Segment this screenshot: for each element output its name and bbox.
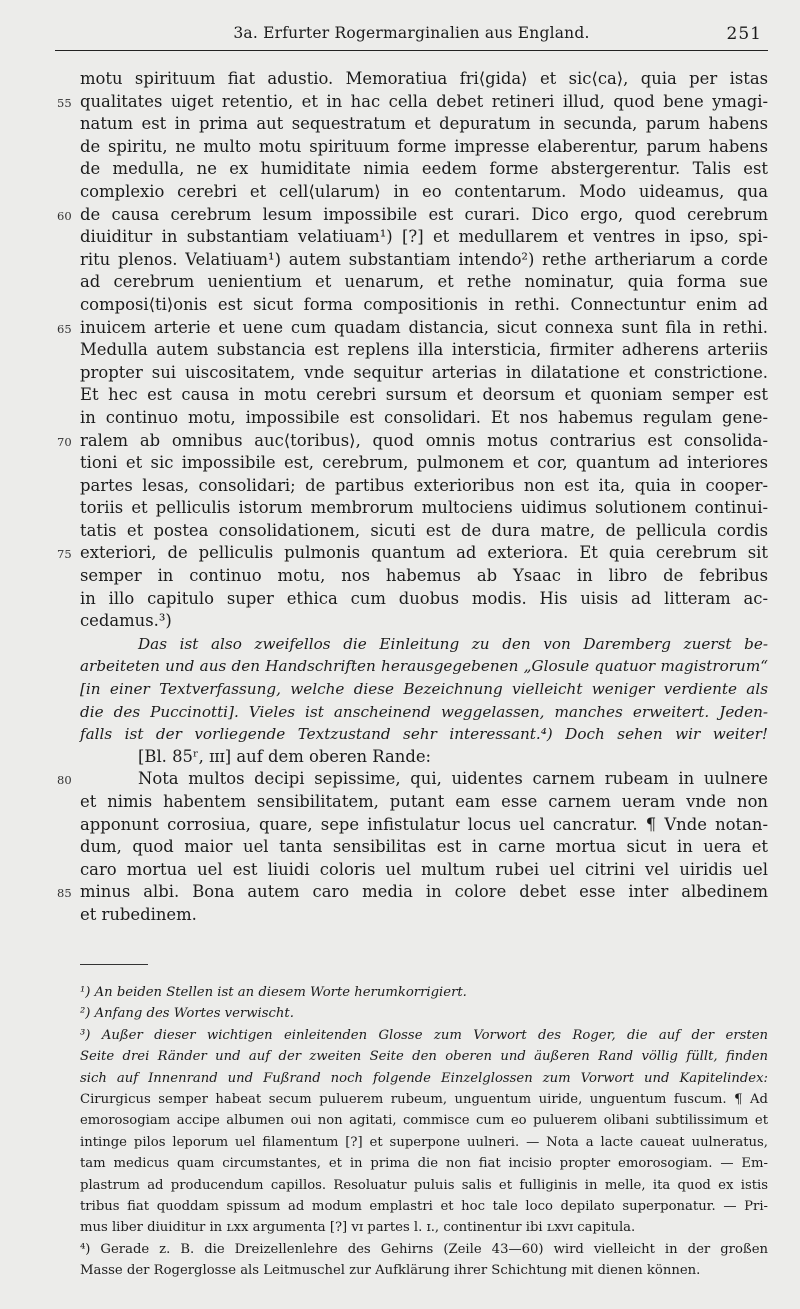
- footnote-text: plastrum ad producendum capillos. Resoluatur puluis salis et fulliginis in melle, ita quod ex istis: [80, 1177, 768, 1193]
- text-line: [0, 68, 800, 91]
- footnote-text: Cirurgicus semper habeat secum puluerem rubeum, unguentum uiride, unguentum fuscum. ¶ Ad: [80, 1091, 768, 1107]
- line-text: toriis et pelliculis istorum membrorum multociens uidimus solutionem continui-: [80, 498, 768, 518]
- footnote-text: Masse der Rogerglosse als Leitmuschel zur Aufklärung ihrer Schichtung mit dienen können.: [80, 1263, 701, 1279]
- footnote-line: [0, 1239, 800, 1260]
- text-line: [0, 384, 800, 407]
- line-text: apponunt corrosiua, quare, sepe infistulatur locus uel cancratur. ¶ Vnde notan-: [80, 814, 768, 834]
- footnote-text: ¹) An beiden Stellen ist an diesem Worte herumkorrigiert.: [80, 985, 467, 1000]
- footnote-line: [0, 1110, 800, 1131]
- footnote-line: [0, 1217, 800, 1238]
- text-line: [0, 204, 800, 227]
- running-title: 3a. Erfurter Rogermarginalien aus England.: [233, 24, 590, 42]
- text-line: [0, 678, 800, 701]
- text-line: [0, 701, 800, 724]
- footnote-line: [0, 1153, 800, 1174]
- text-line: [0, 859, 800, 882]
- text-line: [0, 497, 800, 520]
- line-text: falls ist der vorliegende Textzustand sehr interessant.⁴) Doch sehen wir weiter!: [80, 725, 768, 744]
- footnote-text: ³) Außer dieser wichtigen einleitenden Glosse zum Vorwort des Roger, die auf der ersten: [80, 1027, 768, 1043]
- text-line: [0, 475, 800, 498]
- footnote-text: sich auf Innenrand und Fußrand noch folgende Einzelglossen zum Vorwort und Kapitelindex:: [80, 1070, 768, 1086]
- footnote-line: [0, 1046, 800, 1067]
- line-number: 75: [57, 547, 72, 562]
- text-line: [0, 655, 800, 678]
- footnote-text: Seite drei Ränder und auf der zweiten Seite den oberen und äußeren Rand völlig füllt, finden: [80, 1049, 768, 1065]
- line-text: tioni et sic impossibile est, cerebrum, pulmonem et cor, quantum ad interiores: [80, 453, 768, 473]
- line-text: die des Puccinotti]. Vieles ist anscheinend weggelassen, manches erweitert. Jeden-: [80, 702, 768, 721]
- text-line: [0, 814, 800, 837]
- line-text: Medulla autem substancia est replens illa intersticia, firmiter adherens arteriis: [80, 340, 768, 360]
- text-line: [0, 294, 800, 317]
- text-line: [0, 836, 800, 859]
- line-text: cedamus.³): [80, 611, 172, 631]
- line-text: exteriori, de pelliculis pulmonis quantum ad exteriora. Et quia cerebrum sit: [80, 543, 768, 563]
- text-line: [0, 588, 800, 611]
- footnote-text: ⁴) Gerade z. B. die Dreizellenlehre des Gehirns (Zeile 43—60) wird vielleicht in der großen: [80, 1241, 768, 1257]
- page-header: [55, 22, 768, 51]
- page-number: 251: [726, 24, 762, 44]
- footnote-line: [0, 1132, 800, 1153]
- line-text: motu spirituum fiat adustio. Memoratiua fri⟨gida⟩ et sic⟨ca⟩, quia per istas: [80, 69, 768, 88]
- line-text: ralem ab omnibus auc⟨toribus⟩, quod omnis motus contrarius est consolida-: [80, 430, 768, 450]
- line-text: [Bl. 85ʳ, ɪɪɪ] auf dem oberen Rande:: [138, 746, 432, 766]
- text-line: [0, 136, 800, 159]
- text-line: [0, 407, 800, 430]
- footnote-text: intinge pilos leporum uel filamentum [?] et superpone uulneri. — Nota a lacte caueat uulneratus,: [80, 1134, 768, 1150]
- text-line: [0, 271, 800, 294]
- text-line: [0, 249, 800, 272]
- text-line: [0, 113, 800, 136]
- text-line: [0, 181, 800, 204]
- line-text: qualitates uiget retentio, et in hac cella debet retineri illud, quod bene ymagi-: [80, 91, 768, 111]
- main-text: [0, 68, 800, 927]
- line-text: semper in continuo motu, nos habemus ab Ysaac in libro de febribus: [80, 566, 768, 586]
- footnote-line: [0, 1175, 800, 1196]
- text-line: [0, 91, 800, 114]
- footnote-line: [0, 1025, 800, 1046]
- line-text: partes lesas, consolidari; de partibus exterioribus non est ita, quia in cooper-: [80, 475, 768, 495]
- footnote-line: [0, 982, 800, 1003]
- line-text: de causa cerebrum lesum impossibile est curari. Dico ergo, quod cerebrum: [80, 204, 768, 224]
- line-text: propter sui uiscositatem, vnde sequitur arterias in dilatatione et constrictione.: [80, 362, 768, 382]
- line-text: in illo capitulo super ethica cum duobus modis. His uisis ad litteram ac-: [80, 588, 768, 608]
- line-text: [in einer Textverfassung, welche diese Bezeichnung vielleicht weniger verdiente als: [80, 680, 768, 699]
- line-text: composi⟨ti⟩onis est sicut forma compositionis in rethi. Connectuntur enim ad: [80, 294, 768, 314]
- text-line: [0, 791, 800, 814]
- footnote-text: tam medicus quam circumstantes, et in prima die non fiat incisio propter emorosogiam. — Em-: [80, 1156, 768, 1172]
- footnote-lines: [0, 982, 800, 1281]
- footnote-rule: [0, 964, 800, 982]
- line-number: 55: [57, 95, 72, 110]
- line-text: diuiditur in substantiam velatiuam¹) [?] et medullarem et ventres in ipso, spi-: [80, 227, 768, 247]
- line-text: inuicem arterie et uene cum quadam distancia, sicut connexa sunt fila in rethi.: [80, 317, 768, 337]
- text-line: [0, 881, 800, 904]
- text-line: [0, 362, 800, 385]
- text-line: [0, 723, 800, 746]
- line-text: dum, quod maior uel tanta sensibilitas est in carne mortua sicut in uera et: [80, 837, 768, 857]
- line-text: de medulla, ne ex humiditate nimia eedem forme abstergerentur. Talis est: [80, 159, 768, 179]
- text-line: [0, 633, 800, 656]
- line-text: arbeiteten und aus den Handschriften herausgegebenen „Glosule quatuor magistrorum“: [80, 657, 768, 676]
- line-text: et rubedinem.: [80, 904, 197, 924]
- footnote-text: emorosogiam accipe albumen oui non agitati, commisce cum eo puluerem olibani subtilissimum et: [80, 1113, 768, 1129]
- line-text: caro mortua uel est liuidi coloris uel multum rubei uel citrini vel uiridis uel: [80, 859, 768, 879]
- text-line: [0, 226, 800, 249]
- text-line: [0, 542, 800, 565]
- line-number: 80: [57, 773, 72, 788]
- footnote-line: [0, 1089, 800, 1110]
- footnote-text: ²) Anfang des Wortes verwischt.: [80, 1006, 294, 1022]
- text-line: [0, 452, 800, 475]
- line-text: ad cerebrum uenientium et uenarum, et rethe nominatur, quia forma sue: [80, 272, 768, 292]
- line-text: natum est in prima aut sequestratum et depuratum in secunda, parum habens: [80, 114, 768, 134]
- text-line: [0, 520, 800, 543]
- text-line: [0, 610, 800, 633]
- footnote-line: [0, 1003, 800, 1024]
- line-text: et nimis habentem sensibilitatem, putant eam esse carnem ueram vnde non: [80, 792, 768, 811]
- footnote-line: [0, 1196, 800, 1217]
- text-line: [0, 746, 800, 769]
- text-line: [0, 317, 800, 340]
- footnote-line: [0, 1260, 800, 1281]
- footnote-line: [0, 1068, 800, 1089]
- text-line: [0, 158, 800, 181]
- footnote-text: tribus fiat quoddam spissum ad modum emplastri et hoc tale loco depilato superponatur. — Pri-: [80, 1198, 768, 1214]
- line-text: de spiritu, ne multo motu spirituum forme impresse elaberentur, parum habens: [80, 136, 768, 156]
- line-text: ritu plenos. Velatiuam¹) autem substantiam intendo²) rethe artheriarum a corde: [80, 249, 768, 269]
- text-line: [0, 339, 800, 362]
- footnote-text: mus liber diuiditur in ʟxx argumenta [?] vɪ partes l. ɪ., continentur ibi ʟxvɪ capitula.: [80, 1220, 636, 1236]
- line-number: 85: [57, 886, 72, 901]
- line-text: Das ist also zweifellos die Einleitung zu den von Daremberg zuerst be-: [138, 634, 768, 653]
- line-text: minus albi. Bona autem caro media in colore debet esse inter albedinem: [80, 882, 768, 902]
- footnotes: [0, 964, 800, 1281]
- line-text: complexio cerebri et cell⟨ularum⟩ in eo contentarum. Modo uideamus, qua: [80, 181, 768, 201]
- text-line: [0, 565, 800, 588]
- line-text: Et hec est causa in motu cerebri sursum et deorsum et quoniam semper est: [80, 385, 768, 405]
- line-text: tatis et postea consolidationem, sicuti est de dura matre, de pellicula cordis: [80, 520, 768, 540]
- line-number: 70: [57, 434, 72, 449]
- line-text: Nota multos decipi sepissime, qui, uidentes carnem rubeam in uulnere: [138, 769, 768, 789]
- text-line: [0, 768, 800, 791]
- line-number: 65: [57, 321, 72, 336]
- line-number: 60: [57, 208, 72, 223]
- text-line: [0, 430, 800, 453]
- text-line: [0, 904, 800, 927]
- line-text: in continuo motu, impossibile est consolidari. Et nos habemus regulam gene-: [80, 407, 768, 427]
